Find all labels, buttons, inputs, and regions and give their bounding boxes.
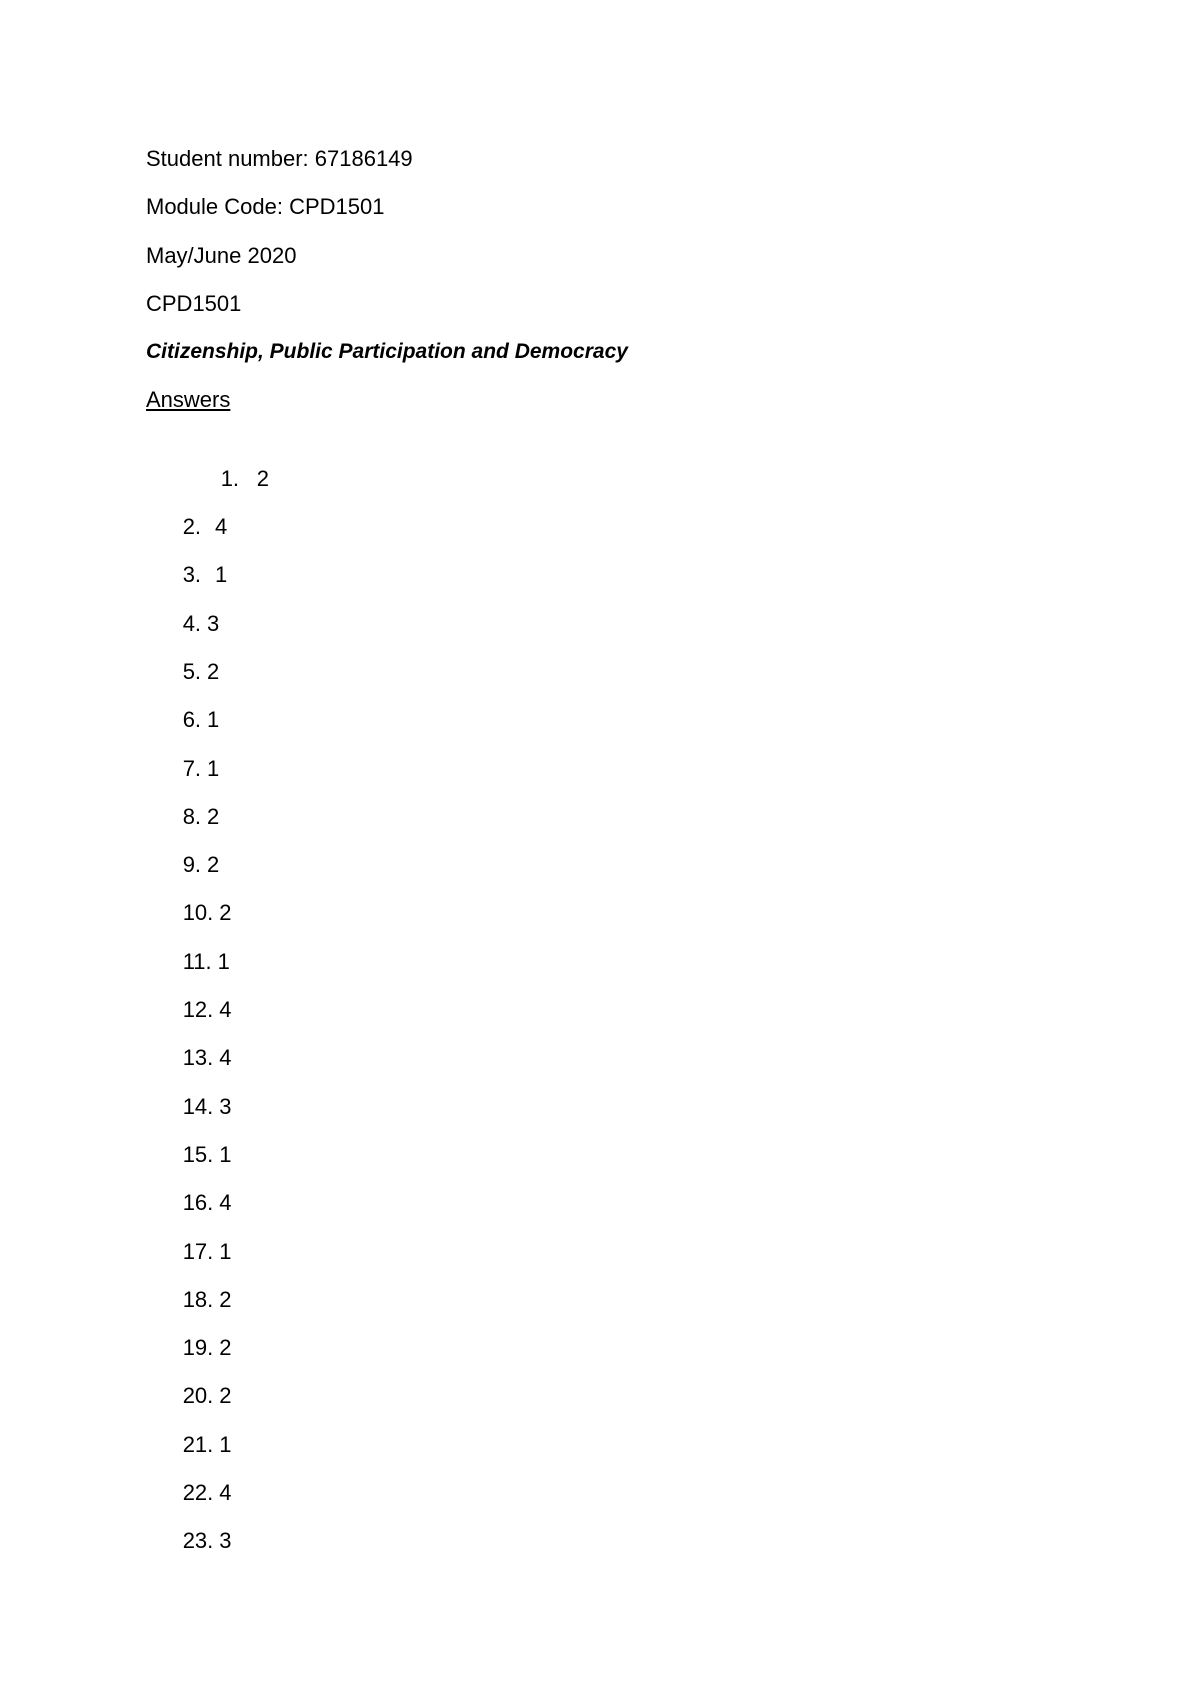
answer-number: 23. [182,1528,214,1554]
answer-item [146,627,1106,684]
answer-value: 1 [215,562,228,588]
student-number: Student number: 67186149 [146,146,413,171]
exam-period: May/June 2020 [146,242,297,268]
answer-number: 5. [182,658,202,684]
answer-item [146,1110,1106,1167]
answer-value: 2 [256,465,269,491]
answer-item [146,1496,1106,1554]
answer-value: 1 [207,707,220,733]
answer-value: 4 [219,1045,232,1071]
answer-item [146,1207,1106,1264]
answer-item [146,868,1106,926]
answer-number: 6. [182,707,202,733]
answer-number: 14. [182,1093,214,1119]
answer-value: 3 [207,610,220,636]
answer-item [146,434,1106,491]
answer-number: 1. [220,465,240,491]
answer-number: 13. [182,1045,214,1071]
answer-number: 17. [182,1238,214,1264]
answer-number: 11. [182,948,212,974]
answer-item [146,1062,1106,1119]
answer-number: 22. [182,1480,214,1506]
answer-value: 2 [207,658,220,684]
answer-value: 2 [207,803,220,829]
answers-heading: Answers [146,387,231,413]
answer-value: 4 [219,1480,232,1506]
answer-number: 12. [182,997,214,1023]
answer-item [146,772,1106,829]
answer-value: 3 [219,1093,232,1119]
answer-number: 9. [182,852,202,878]
answer-item [146,1448,1106,1506]
answer-number: 21. [182,1431,214,1457]
answer-value: 2 [219,1335,232,1361]
answer-item [146,675,1106,733]
answer-number: 2. [182,514,202,540]
answer-value: 1 [219,1431,232,1457]
module-code: Module Code: CPD1501 [146,194,385,220]
answer-number: 7. [182,755,202,781]
answer-item [146,1351,1106,1409]
answer-item [146,482,1106,540]
answer-value: 2 [207,852,220,878]
course-title: Citizenship, Public Participation and Democracy [146,340,628,364]
answer-number: 4. [182,610,202,636]
answer-item [146,579,1106,636]
answer-item [146,965,1106,1023]
answer-value: 3 [219,1528,232,1554]
answer-item [146,530,1106,588]
answer-number: 20. [182,1383,214,1409]
answer-value: 4 [215,514,228,540]
answer-value: 4 [219,997,232,1023]
answer-value: 2 [219,1286,232,1312]
answer-item [146,1013,1106,1071]
answer-value: 1 [207,755,220,781]
answer-item [146,1400,1106,1457]
answer-value: 4 [219,1190,232,1216]
answer-item [146,1255,1106,1312]
answer-value: 1 [219,1238,232,1264]
answer-value: 1 [217,948,230,974]
answer-item [146,1158,1106,1216]
answer-number: 10. [182,900,214,926]
answer-number: 16. [182,1190,214,1216]
answer-item [146,820,1106,878]
answer-number: 3. [182,562,202,588]
answer-value: 2 [219,1383,232,1409]
answer-number: 18. [182,1286,214,1312]
answer-item [146,917,1106,974]
answer-number: 15. [182,1141,214,1167]
answer-number: 8. [182,803,202,829]
document-body [146,144,1106,1554]
answer-item [146,1303,1106,1361]
answer-item [146,724,1106,781]
course-code: CPD1501 [146,290,242,316]
answer-value: 2 [219,900,232,926]
answer-number: 19. [182,1335,214,1361]
answer-value: 1 [219,1141,232,1167]
